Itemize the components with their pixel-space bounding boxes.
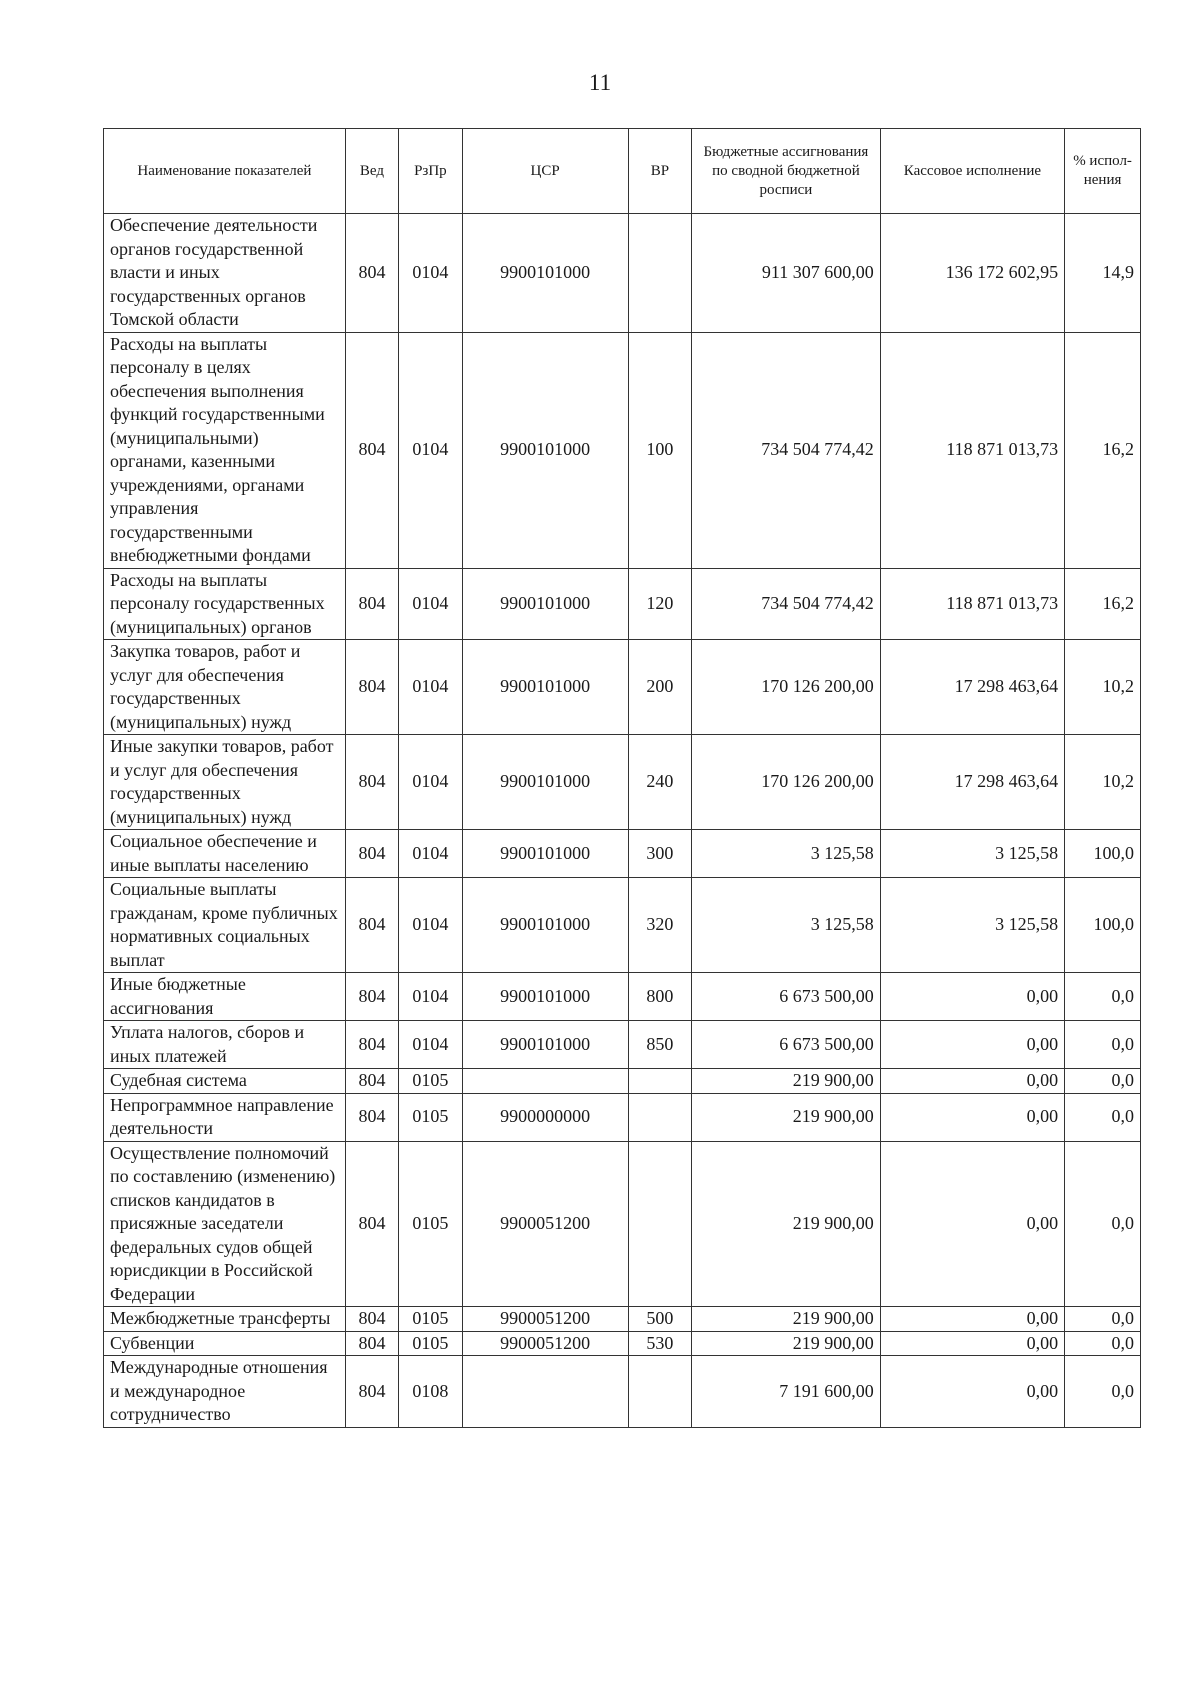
table-row xyxy=(104,1356,1141,1428)
cell-cash: 17 298 463,64 xyxy=(880,735,1064,830)
cell-rzpr: 0105 xyxy=(399,1307,463,1332)
cell-name: Непрограммное направление деятельности xyxy=(104,1093,346,1141)
cell-budget: 219 900,00 xyxy=(692,1069,881,1094)
cell-rzpr: 0104 xyxy=(399,878,463,973)
cell-ved: 804 xyxy=(345,1331,398,1356)
cell-rzpr: 0104 xyxy=(399,973,463,1021)
cell-csr: 9900101000 xyxy=(462,1021,628,1069)
table-row xyxy=(104,1307,1141,1332)
cell-csr: 9900101000 xyxy=(462,568,628,640)
cell-vr: 240 xyxy=(628,735,692,830)
cell-vr xyxy=(628,1141,692,1307)
cell-name: Уплата налогов, сборов и иных платежей xyxy=(104,1021,346,1069)
cell-csr: 9900101000 xyxy=(462,735,628,830)
cell-vr xyxy=(628,1069,692,1094)
cell-budget: 7 191 600,00 xyxy=(692,1356,881,1428)
cell-pct: 0,0 xyxy=(1065,1307,1141,1332)
cell-name: Социальные выплаты гражданам, кроме публичных нормативных социальных выплат xyxy=(104,878,346,973)
cell-cash: 118 871 013,73 xyxy=(880,568,1064,640)
cell-cash: 0,00 xyxy=(880,1093,1064,1141)
header-budget: Бюджетные ассигнования по сводной бюджетной росписи xyxy=(692,129,881,214)
header-csr: ЦСР xyxy=(462,129,628,214)
table-row xyxy=(104,1069,1141,1094)
header-vr: ВР xyxy=(628,129,692,214)
cell-ved: 804 xyxy=(345,568,398,640)
cell-budget: 170 126 200,00 xyxy=(692,640,881,735)
cell-name: Иные закупки товаров, работ и услуг для обеспечения государственных (муниципальных) нужд xyxy=(104,735,346,830)
cell-ved: 804 xyxy=(345,1069,398,1094)
header-pct: % испол-нения xyxy=(1065,129,1141,214)
cell-name: Субвенции xyxy=(104,1331,346,1356)
cell-rzpr: 0104 xyxy=(399,735,463,830)
cell-ved: 804 xyxy=(345,332,398,568)
cell-ved: 804 xyxy=(345,1356,398,1428)
cell-rzpr: 0104 xyxy=(399,332,463,568)
cell-budget: 219 900,00 xyxy=(692,1307,881,1332)
cell-pct: 0,0 xyxy=(1065,1356,1141,1428)
cell-pct: 10,2 xyxy=(1065,640,1141,735)
cell-budget: 219 900,00 xyxy=(692,1331,881,1356)
cell-budget: 3 125,58 xyxy=(692,878,881,973)
cell-csr: 9900051200 xyxy=(462,1141,628,1307)
cell-rzpr: 0108 xyxy=(399,1356,463,1428)
cell-cash: 0,00 xyxy=(880,1021,1064,1069)
cell-pct: 100,0 xyxy=(1065,878,1141,973)
cell-cash: 0,00 xyxy=(880,1331,1064,1356)
cell-name: Социальное обеспечение и иные выплаты населению xyxy=(104,830,346,878)
cell-rzpr: 0104 xyxy=(399,214,463,333)
cell-ved: 804 xyxy=(345,1093,398,1141)
cell-pct: 10,2 xyxy=(1065,735,1141,830)
table-row xyxy=(104,878,1141,973)
cell-name: Закупка товаров, работ и услуг для обеспечения государственных (муниципальных) нужд xyxy=(104,640,346,735)
cell-csr: 9900101000 xyxy=(462,830,628,878)
cell-name: Расходы на выплаты персоналу государственных (муниципальных) органов xyxy=(104,568,346,640)
cell-ved: 804 xyxy=(345,640,398,735)
table-row xyxy=(104,214,1141,333)
cell-name: Осуществление полномочий по составлению (изменению) списков кандидатов в присяжные заседатели федеральных судов общей юрисдикции в Российской Федерации xyxy=(104,1141,346,1307)
cell-csr: 9900101000 xyxy=(462,973,628,1021)
cell-pct: 16,2 xyxy=(1065,568,1141,640)
cell-budget: 170 126 200,00 xyxy=(692,735,881,830)
cell-csr xyxy=(462,1356,628,1428)
header-name: Наименование показателей xyxy=(104,129,346,214)
cell-rzpr: 0105 xyxy=(399,1093,463,1141)
cell-vr xyxy=(628,1093,692,1141)
cell-rzpr: 0105 xyxy=(399,1069,463,1094)
cell-pct: 0,0 xyxy=(1065,973,1141,1021)
cell-ved: 804 xyxy=(345,1141,398,1307)
cell-cash: 0,00 xyxy=(880,1356,1064,1428)
cell-ved: 804 xyxy=(345,1307,398,1332)
cell-budget: 219 900,00 xyxy=(692,1093,881,1141)
cell-vr xyxy=(628,1356,692,1428)
page-number: 11 xyxy=(588,70,612,95)
cell-vr: 200 xyxy=(628,640,692,735)
cell-rzpr: 0104 xyxy=(399,640,463,735)
cell-vr: 500 xyxy=(628,1307,692,1332)
cell-csr: 9900051200 xyxy=(462,1307,628,1332)
cell-budget: 219 900,00 xyxy=(692,1141,881,1307)
cell-budget: 6 673 500,00 xyxy=(692,973,881,1021)
cell-cash: 0,00 xyxy=(880,973,1064,1021)
cell-csr: 9900101000 xyxy=(462,214,628,333)
cell-vr xyxy=(628,214,692,333)
table-header-row xyxy=(104,129,1141,214)
cell-pct: 0,0 xyxy=(1065,1141,1141,1307)
cell-pct: 16,2 xyxy=(1065,332,1141,568)
cell-ved: 804 xyxy=(345,878,398,973)
cell-vr: 300 xyxy=(628,830,692,878)
cell-budget: 3 125,58 xyxy=(692,830,881,878)
cell-pct: 100,0 xyxy=(1065,830,1141,878)
cell-budget: 911 307 600,00 xyxy=(692,214,881,333)
cell-rzpr: 0105 xyxy=(399,1331,463,1356)
cell-ved: 804 xyxy=(345,830,398,878)
cell-cash: 0,00 xyxy=(880,1141,1064,1307)
cell-pct: 0,0 xyxy=(1065,1021,1141,1069)
cell-name: Иные бюджетные ассигнования xyxy=(104,973,346,1021)
table-row xyxy=(104,735,1141,830)
cell-budget: 734 504 774,42 xyxy=(692,332,881,568)
cell-pct: 14,9 xyxy=(1065,214,1141,333)
cell-cash: 3 125,58 xyxy=(880,878,1064,973)
cell-cash: 0,00 xyxy=(880,1307,1064,1332)
table-row xyxy=(104,973,1141,1021)
header-rzpr: РзПр xyxy=(399,129,463,214)
cell-name: Судебная система xyxy=(104,1069,346,1094)
cell-cash: 0,00 xyxy=(880,1069,1064,1094)
table-row xyxy=(104,332,1141,568)
cell-pct: 0,0 xyxy=(1065,1093,1141,1141)
header-cash: Кассовое исполнение xyxy=(880,129,1064,214)
cell-csr xyxy=(462,1069,628,1094)
cell-budget: 6 673 500,00 xyxy=(692,1021,881,1069)
cell-ved: 804 xyxy=(345,735,398,830)
cell-vr: 100 xyxy=(628,332,692,568)
cell-cash: 17 298 463,64 xyxy=(880,640,1064,735)
budget-execution-table xyxy=(103,128,1141,1428)
cell-name: Расходы на выплаты персоналу в целях обеспечения выполнения функций государственными (муниципальными) органами, казенными учреждениями, органами управления государственными внебюджетными фондами xyxy=(104,332,346,568)
cell-csr: 9900101000 xyxy=(462,640,628,735)
cell-cash: 136 172 602,95 xyxy=(880,214,1064,333)
table-row xyxy=(104,1093,1141,1141)
cell-vr: 800 xyxy=(628,973,692,1021)
table-row xyxy=(104,1331,1141,1356)
table-row xyxy=(104,1141,1141,1307)
cell-vr: 320 xyxy=(628,878,692,973)
cell-csr: 9900000000 xyxy=(462,1093,628,1141)
table-row xyxy=(104,1021,1141,1069)
table-row xyxy=(104,830,1141,878)
table-row xyxy=(104,640,1141,735)
table-row xyxy=(104,568,1141,640)
cell-rzpr: 0105 xyxy=(399,1141,463,1307)
cell-pct: 0,0 xyxy=(1065,1331,1141,1356)
cell-rzpr: 0104 xyxy=(399,1021,463,1069)
cell-vr: 530 xyxy=(628,1331,692,1356)
cell-cash: 118 871 013,73 xyxy=(880,332,1064,568)
header-ved: Вед xyxy=(345,129,398,214)
cell-csr: 9900101000 xyxy=(462,878,628,973)
cell-name: Межбюджетные трансферты xyxy=(104,1307,346,1332)
cell-ved: 804 xyxy=(345,973,398,1021)
cell-ved: 804 xyxy=(345,1021,398,1069)
cell-rzpr: 0104 xyxy=(399,830,463,878)
cell-csr: 9900051200 xyxy=(462,1331,628,1356)
cell-vr: 850 xyxy=(628,1021,692,1069)
cell-rzpr: 0104 xyxy=(399,568,463,640)
cell-csr: 9900101000 xyxy=(462,332,628,568)
cell-vr: 120 xyxy=(628,568,692,640)
cell-cash: 3 125,58 xyxy=(880,830,1064,878)
cell-name: Обеспечение деятельности органов государственной власти и иных государственных органов Томской области xyxy=(104,214,346,333)
cell-ved: 804 xyxy=(345,214,398,333)
cell-name: Международные отношения и международное сотрудничество xyxy=(104,1356,346,1428)
cell-budget: 734 504 774,42 xyxy=(692,568,881,640)
cell-pct: 0,0 xyxy=(1065,1069,1141,1094)
